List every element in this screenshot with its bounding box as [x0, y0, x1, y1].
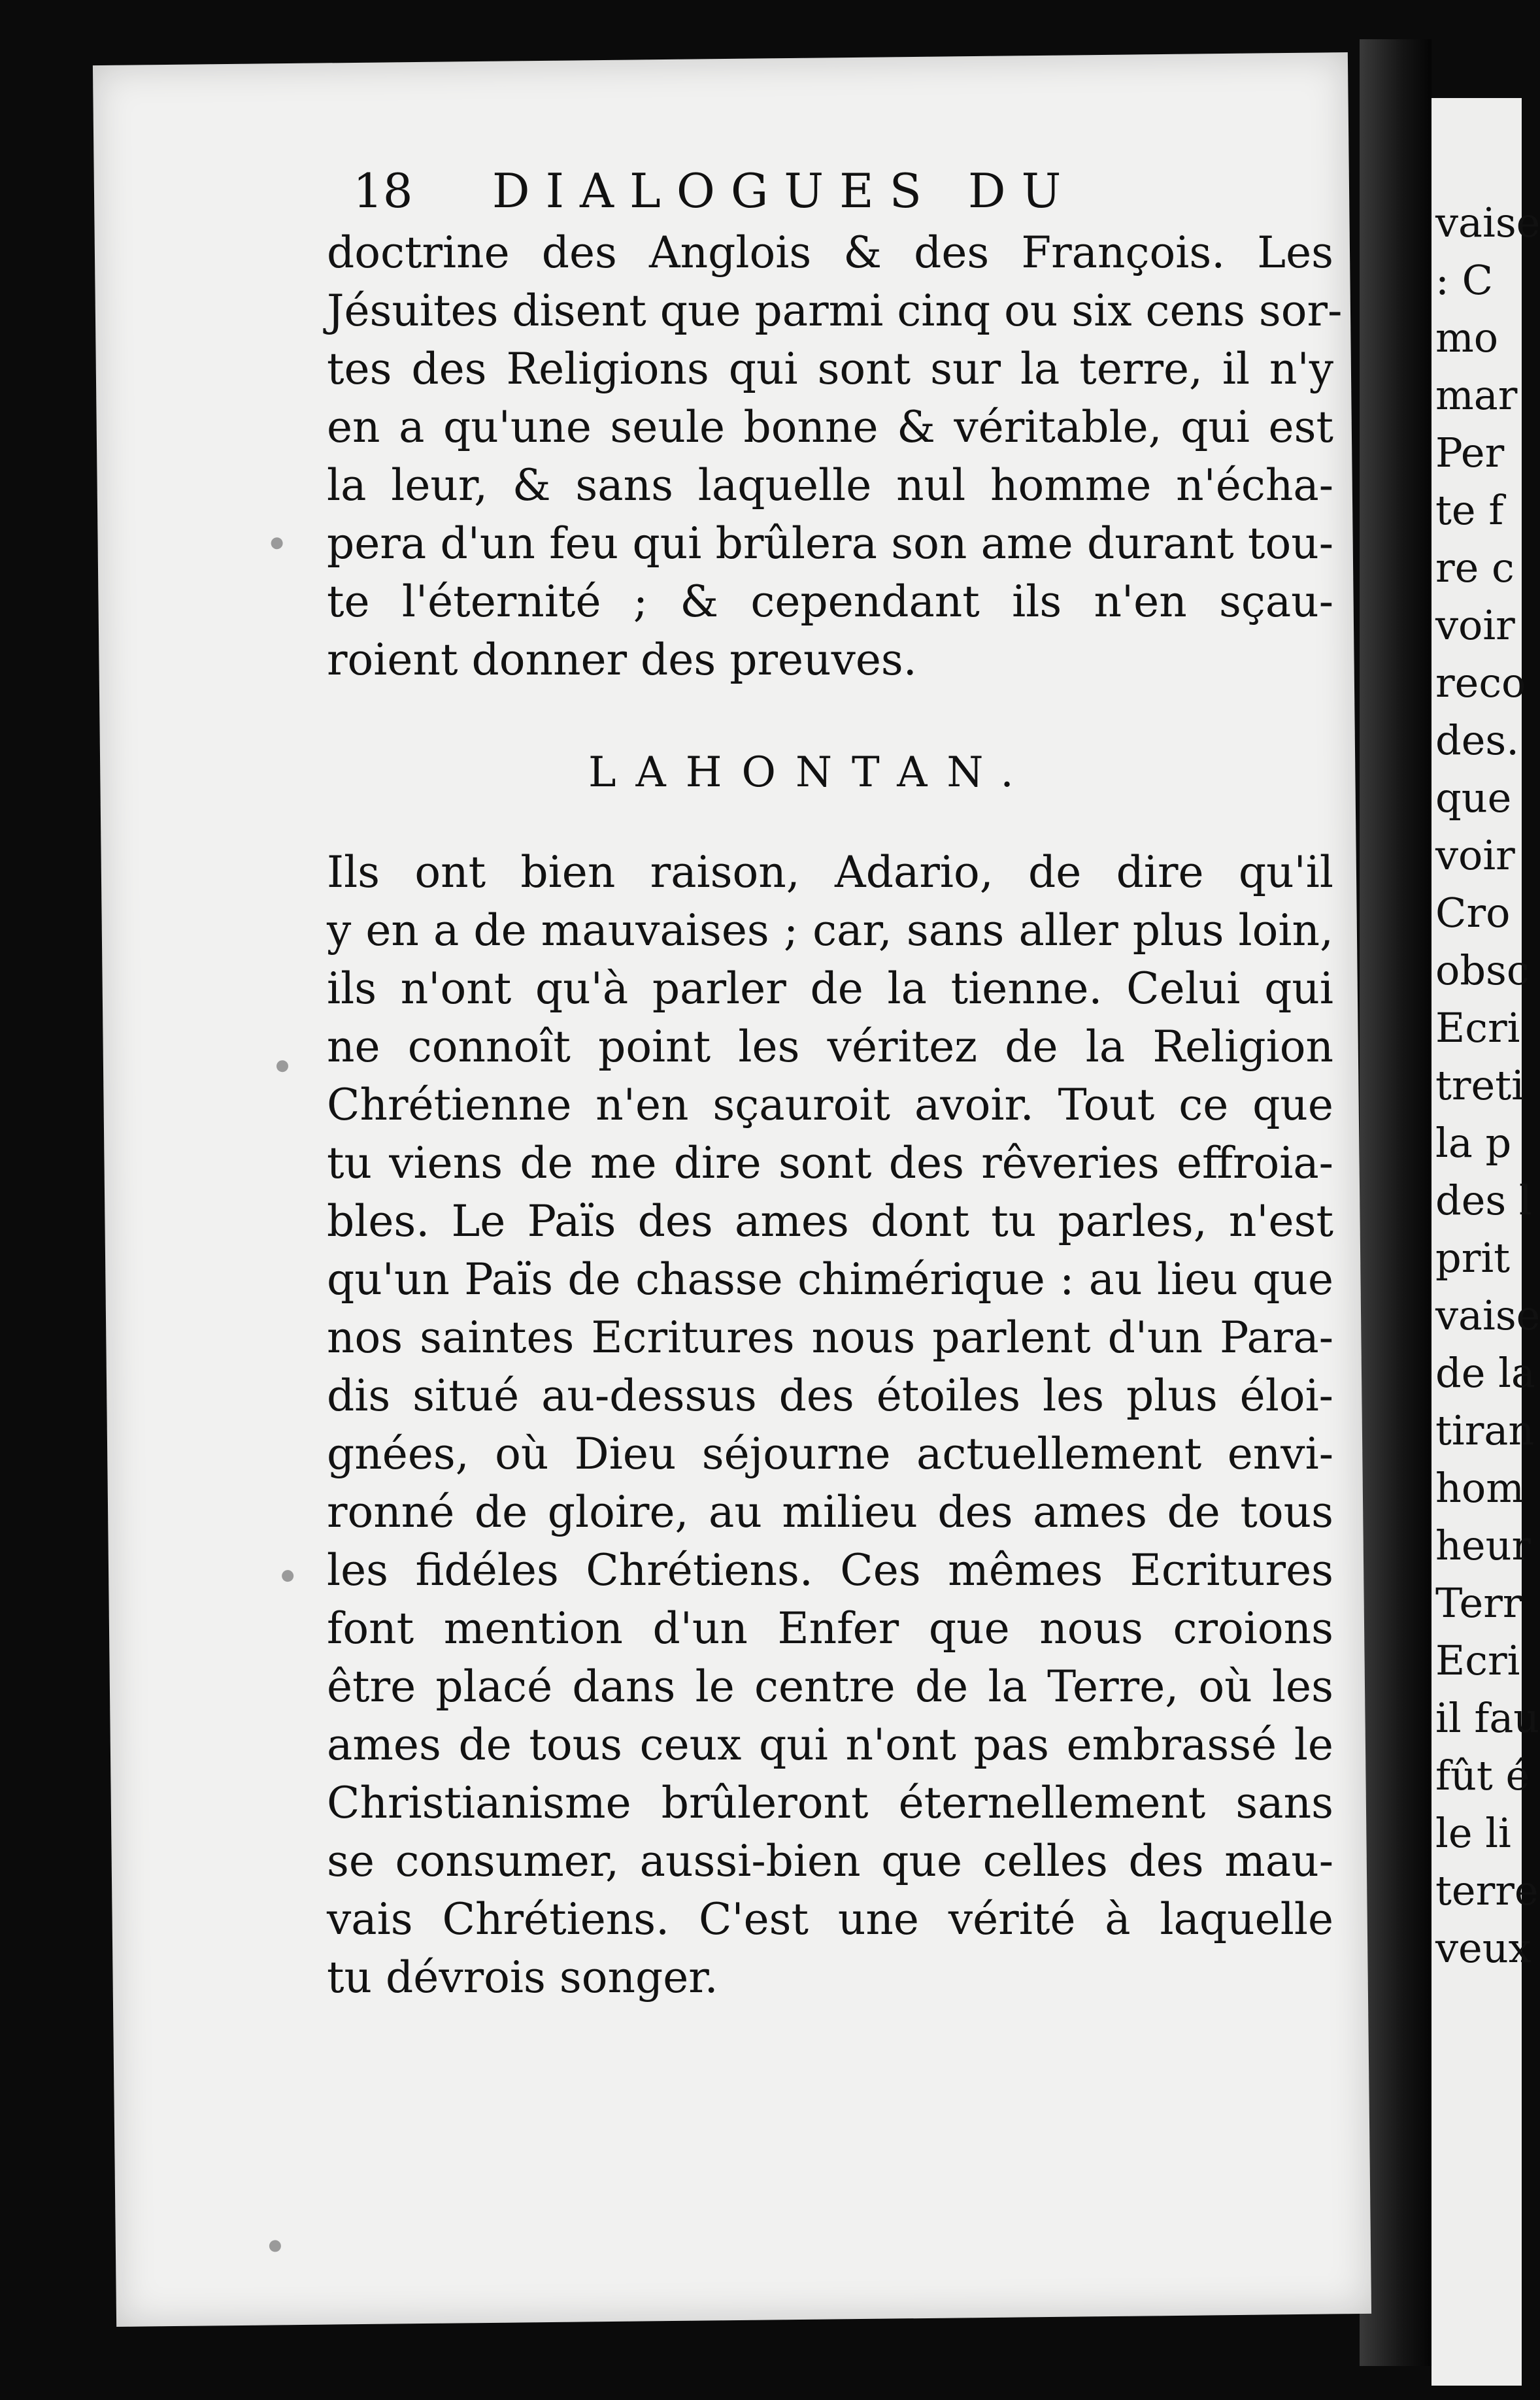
text-line: tu dévrois songer. [327, 1952, 718, 2003]
text-line: Christianisme brûleront éternellement sans [327, 1778, 1333, 1828]
text-line: les fidéles Chrétiens. Ces mêmes Ecritures [327, 1545, 1333, 1595]
facing-page-line: fût é [1435, 1752, 1530, 1799]
text-line: ames de tous ceux qui n'ont pas embrassé le [327, 1720, 1333, 1770]
page-number: 18 [353, 163, 413, 218]
text-line: dis situé au-dessus des étoiles les plus éloi- [327, 1371, 1333, 1421]
book-gutter [1360, 39, 1431, 2366]
text-line: être placé dans le centre de la Terre, où les [327, 1661, 1333, 1712]
text-line: vais Chrétiens. C'est une vérité à laquelle [327, 1894, 1333, 1944]
text-line: Chrétienne n'en sçauroit avoir. Tout ce que [327, 1080, 1333, 1130]
text-line: y en a de mauvaises ; car, sans aller plus loin, [327, 905, 1333, 956]
facing-page-line: des l [1435, 1176, 1532, 1224]
facing-page-line: terre [1435, 1867, 1539, 1914]
facing-page-line: hom [1435, 1464, 1525, 1512]
facing-page-line: la p [1435, 1119, 1512, 1167]
running-header [353, 163, 1307, 218]
facing-page-line: obsc [1435, 946, 1530, 994]
facing-page-line: Cro [1435, 889, 1511, 937]
text-line: roient donner des preuves. [327, 635, 917, 685]
text-line: tes des Religions qui sont sur la terre, il n'y [327, 344, 1333, 394]
facing-page-line: treti [1435, 1061, 1524, 1109]
facing-page-line: voir [1435, 601, 1515, 649]
text-line: bles. Le Païs des ames dont tu parles, n'est [327, 1196, 1333, 1246]
text-line: ils n'ont qu'à parler de la tienne. Celui qui [327, 963, 1333, 1014]
paper-speck [282, 1570, 293, 1582]
facing-page-line: des. [1435, 716, 1519, 764]
facing-page-line: voir [1435, 831, 1515, 879]
facing-page-line: il fau [1435, 1694, 1540, 1742]
facing-page-line: le li [1435, 1809, 1511, 1857]
text-line: font mention d'un Enfer que nous croions [327, 1603, 1333, 1654]
facing-page-line: Per [1435, 429, 1505, 476]
text-line: qu'un Païs de chasse chimérique : au lieu que [327, 1254, 1333, 1305]
facing-page-line: Ecri [1435, 1637, 1520, 1684]
facing-page-line: mar [1435, 371, 1518, 419]
facing-page-line: de la [1435, 1349, 1535, 1397]
facing-page-line: vaise [1435, 199, 1540, 246]
text-line: tu viens de me dire sont des rêveries effroia- [327, 1138, 1333, 1188]
facing-page-line: heur [1435, 1522, 1532, 1569]
text-line: Jésuites disent que parmi cinq ou six cens sor- [327, 286, 1343, 336]
facing-page-line: : C [1435, 256, 1494, 304]
running-title: DIALOGUES DU [492, 163, 1077, 218]
facing-page-line: que [1435, 774, 1512, 822]
facing-page-line: te f [1435, 486, 1504, 534]
text-line: Ils ont bien raison, Adario, de dire qu'il [327, 847, 1333, 897]
text-line: la leur, & sans laquelle nul homme n'écha- [327, 460, 1333, 510]
text-line: pera d'un feu qui brûlera son ame durant tou- [327, 518, 1333, 569]
facing-page-line: tiran [1435, 1407, 1535, 1454]
facing-page-line: mo [1435, 314, 1499, 361]
text-line: nos saintes Ecritures nous parlent d'un Para- [327, 1312, 1333, 1363]
facing-page-line: Ecri [1435, 1004, 1520, 1052]
facing-page-line: Terr [1435, 1579, 1522, 1627]
paper-speck [276, 1060, 288, 1072]
text-line: doctrine des Anglois & des François. Les [327, 227, 1333, 278]
text-line: ne connoît point les véritez de la Religion [327, 1022, 1333, 1072]
text-line: se consumer, aussi-bien que celles des mau- [327, 1836, 1333, 1886]
facing-page-line: reco [1435, 659, 1526, 707]
text-line: te l'éternité ; & cependant ils n'en sçau- [327, 576, 1333, 627]
text-line: en a qu'une seule bonne & véritable, qui est [327, 402, 1333, 452]
paper-speck [271, 537, 283, 549]
facing-page-line: re c [1435, 544, 1515, 592]
text-line: ronné de gloire, au milieu des ames de tous [327, 1487, 1333, 1537]
paragraph-adario-end [327, 224, 1343, 689]
facing-page-line: veux [1435, 1924, 1532, 1972]
facing-page-line: vaise [1435, 1292, 1540, 1339]
facing-page-fragment [1431, 98, 1540, 2386]
text-line: gnées, où Dieu séjourne actuellement envi- [327, 1429, 1333, 1479]
paper-speck [269, 2240, 281, 2252]
facing-page-line: prit [1435, 1234, 1511, 1282]
speaker-heading: LAHONTAN. [588, 748, 1033, 797]
paragraph-lahonton-reply [327, 843, 1333, 2007]
